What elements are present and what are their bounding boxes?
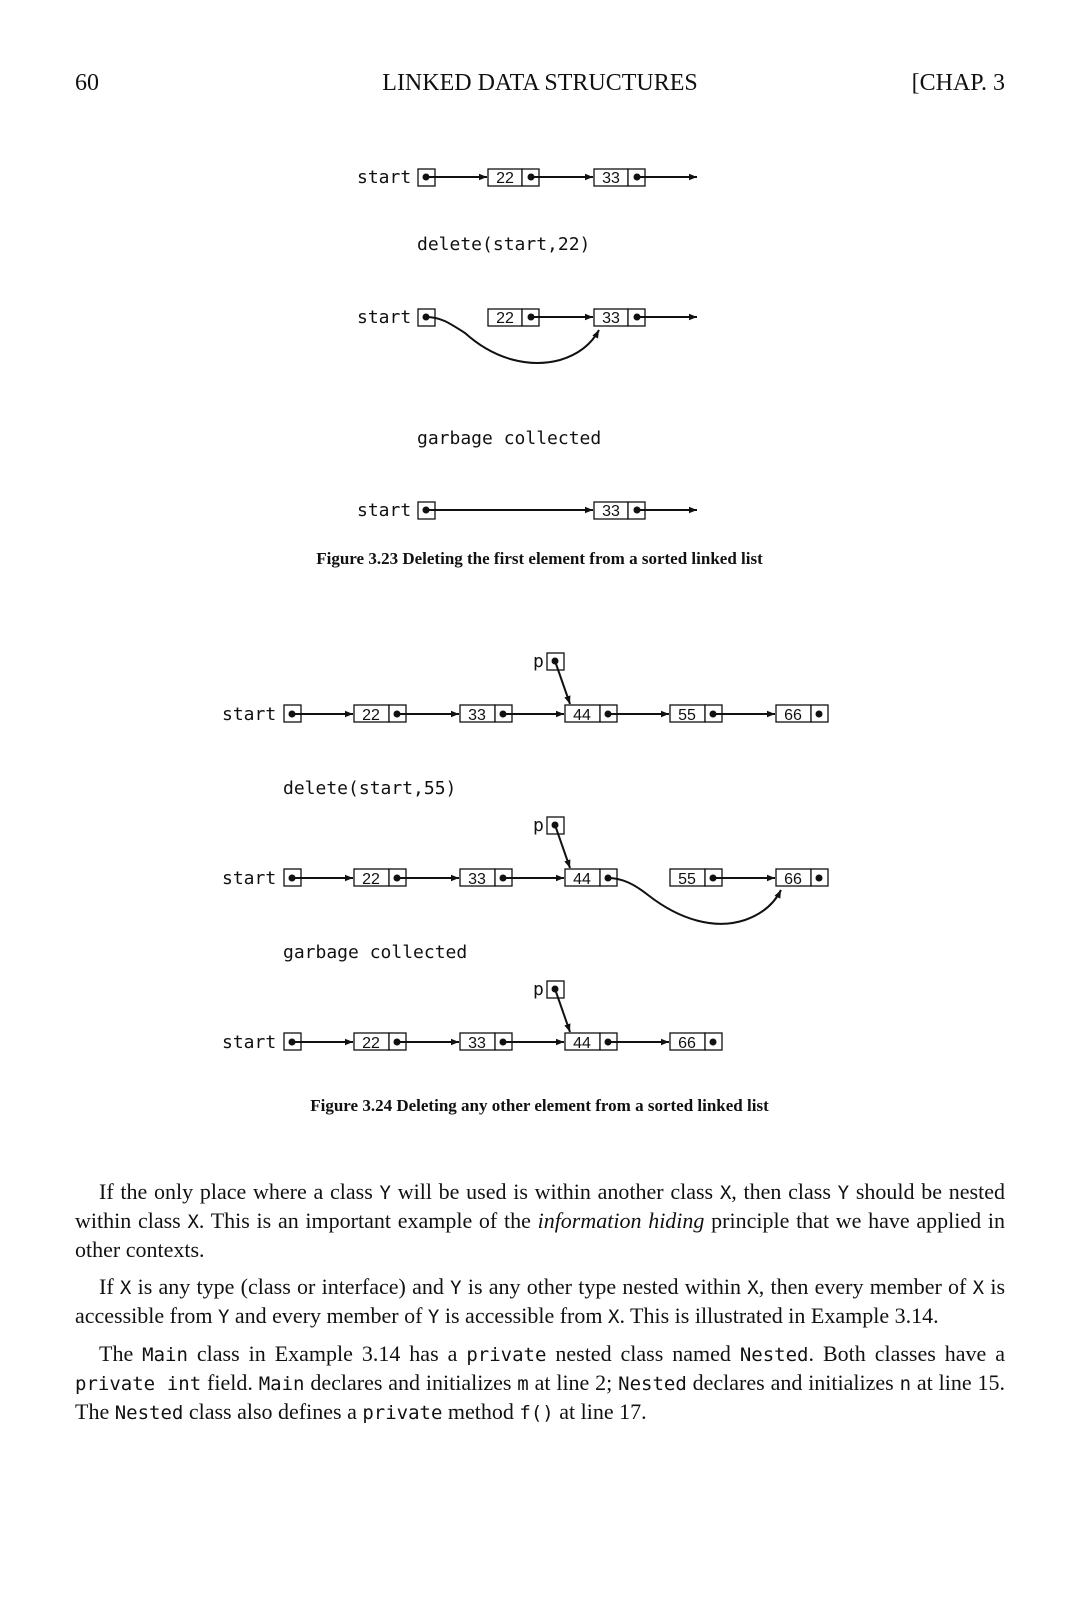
figure-3-23-caption: Figure 3.23 Deleting the first element from a sorted linked list (316, 549, 763, 568)
null-pointer-dot (816, 875, 823, 882)
start-label: start (357, 500, 412, 521)
page-number: 60 (75, 70, 99, 96)
text-run: , then every member of (758, 1274, 973, 1299)
figure-3-23-diagram (0, 150, 1079, 540)
text-run: at line 2; (528, 1370, 619, 1395)
inline-code: n (899, 1373, 912, 1395)
node-value: 33 (468, 871, 486, 888)
inline-code: Main (142, 1344, 188, 1366)
text-run: , then class (731, 1179, 838, 1204)
text-run: field. (201, 1370, 259, 1395)
paragraph (75, 1340, 1005, 1427)
body-text (75, 1178, 1005, 1436)
text-run: declares and initializes (304, 1370, 518, 1395)
text-run: class in Example 3.14 has a (187, 1341, 467, 1366)
operation-label: delete(start,22) (417, 234, 591, 255)
operation-label: delete(start,55) (283, 778, 457, 799)
inline-code: private (466, 1344, 547, 1366)
node-value: 22 (362, 871, 380, 888)
inline-code: Y (217, 1306, 230, 1328)
text-run: If (99, 1274, 120, 1299)
text-run: will be used is within another class (390, 1179, 720, 1204)
inline-code: Nested (618, 1373, 687, 1395)
text-run: class also defines a (183, 1399, 363, 1424)
node-value: 44 (573, 871, 591, 888)
node-value: 33 (468, 1035, 486, 1052)
text-run: should be nested within class (75, 1179, 1005, 1233)
text-run: method (442, 1399, 520, 1424)
node-value: 22 (496, 170, 514, 187)
node-value: 44 (573, 707, 591, 724)
inline-code: X (719, 1182, 732, 1204)
node-value: 66 (784, 707, 802, 724)
p-label: p (533, 815, 544, 836)
inline-code: Nested (114, 1402, 184, 1424)
node-value: 22 (362, 1035, 380, 1052)
inline-code: X (972, 1277, 985, 1299)
inline-code: X (119, 1277, 132, 1299)
text-run: nested class named (546, 1341, 740, 1366)
inline-code: X (607, 1306, 620, 1328)
start-label: start (357, 307, 412, 328)
italic-term: information hiding (537, 1208, 705, 1233)
p-label: p (533, 651, 544, 672)
text-run: at line 17. (553, 1399, 647, 1424)
text-run: is any type (class or interface) and (131, 1274, 451, 1299)
node-value: 55 (678, 707, 696, 724)
node-value: 33 (602, 503, 620, 520)
inline-code: Y (450, 1277, 462, 1299)
inline-code: Nested (739, 1344, 809, 1366)
chapter-label: [CHAP. 3 (911, 70, 1005, 96)
node-value: 33 (602, 310, 620, 327)
paragraph (75, 1178, 1005, 1264)
text-run: declares and initializes (686, 1370, 900, 1395)
text-run: . This is an important example of the (198, 1208, 538, 1233)
paragraph (75, 1273, 1005, 1331)
text-run: at line 15. The (75, 1370, 1005, 1424)
node-value: 33 (468, 707, 486, 724)
start-label: start (222, 704, 277, 725)
text-run: and every member of (229, 1303, 428, 1328)
inline-code: Main (258, 1373, 305, 1395)
inline-code: f() (519, 1402, 554, 1424)
inline-code: X (187, 1211, 199, 1233)
text-run: is accessible from (439, 1303, 608, 1328)
figure-3-24-caption: Figure 3.24 Deleting any other element from a sorted linked list (310, 1096, 769, 1115)
text-run: The (99, 1341, 143, 1366)
figure-3-24-diagram (0, 645, 1079, 1065)
inline-code: Y (837, 1182, 850, 1204)
text-run: is accessible from (75, 1274, 1006, 1328)
text-run: . This is illustrated in Example 3.14. (619, 1303, 939, 1328)
inline-code: m (517, 1373, 529, 1395)
inline-code: private int (75, 1373, 202, 1395)
start-label: start (222, 1032, 277, 1053)
page-header (75, 70, 1005, 102)
inline-code: X (747, 1277, 759, 1299)
text-run: principle that we have applied in other contexts. (75, 1208, 1005, 1262)
node-value: 66 (678, 1035, 696, 1052)
running-title: LINKED DATA STRUCTURES (382, 70, 698, 96)
gc-label: garbage collected (417, 428, 602, 449)
text-run: is any other type nested within (461, 1274, 748, 1299)
null-pointer-dot (710, 1039, 717, 1046)
node-value: 66 (784, 871, 802, 888)
node-value: 22 (362, 707, 380, 724)
p-label: p (533, 979, 544, 1000)
null-pointer-dot (816, 711, 823, 718)
node-value: 33 (602, 170, 620, 187)
node-value: 55 (678, 871, 696, 888)
node-value: 44 (573, 1035, 591, 1052)
inline-code: private (362, 1402, 443, 1424)
text-run: . Both classes have a (808, 1341, 1006, 1366)
gc-label: garbage collected (283, 942, 468, 963)
start-label: start (357, 167, 412, 188)
start-label: start (222, 868, 277, 889)
inline-code: Y (427, 1306, 440, 1328)
node-value: 22 (496, 310, 514, 327)
text-run: If the only place where a class (99, 1179, 380, 1204)
inline-code: Y (379, 1182, 391, 1204)
